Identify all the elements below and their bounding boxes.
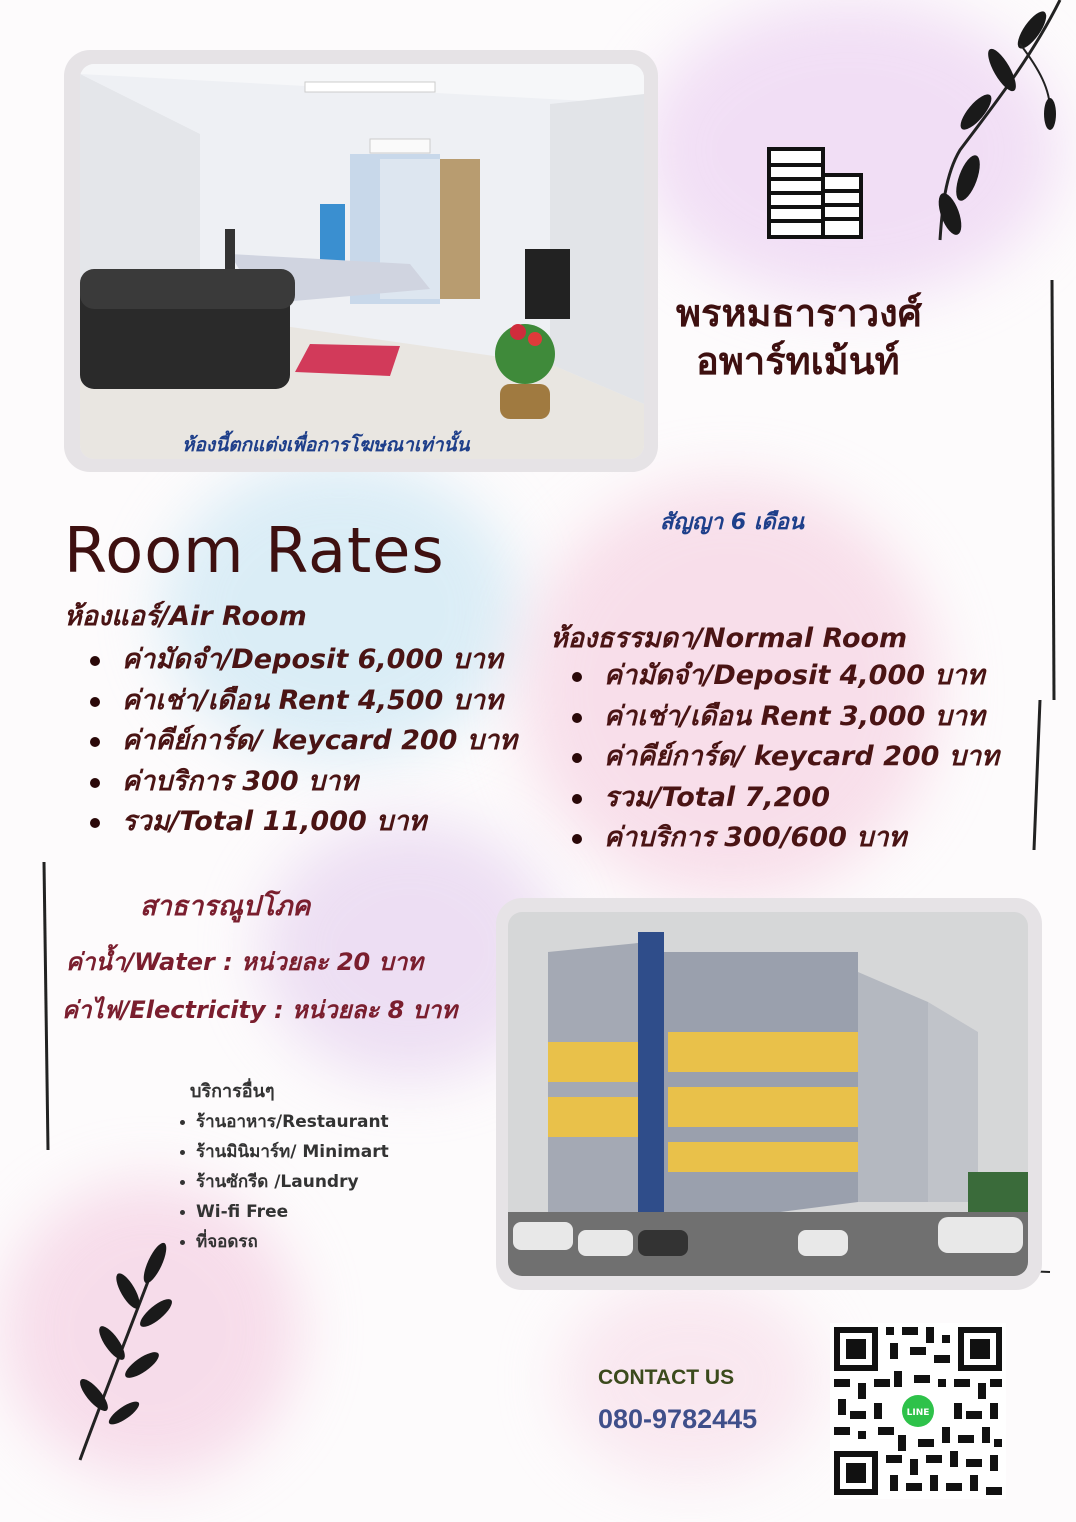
list-item: ค่าเช่า/เดือน Rent 3,000 บาท	[570, 697, 999, 738]
svg-text:LINE: LINE	[906, 1408, 930, 1418]
leaf-branch-top-icon	[900, 0, 1070, 260]
building-photo-illustration	[508, 912, 1028, 1276]
services-list	[180, 1107, 389, 1257]
contract-duration: สัญญา 6 เดือน	[660, 510, 804, 535]
list-item: ค่าบริการ 300 บาท	[88, 762, 517, 803]
leaf-branch-bottom-icon	[60, 1235, 200, 1465]
electricity-rate: ค่าไฟ/Electricity : หน่วยละ 8 บาท	[62, 996, 458, 1024]
brand-name-line2: อพาร์ทเม้นท์	[696, 339, 900, 383]
brand-name-line1: พรหมธาราวงศ์	[676, 291, 922, 335]
line-logo-icon	[898, 1391, 938, 1431]
page-title: Room Rates	[64, 514, 445, 587]
qr-code-icon[interactable]	[830, 1323, 1006, 1499]
list-item: รวม/Total 7,200	[570, 778, 999, 819]
list-item: ค่ามัดจำ/Deposit 6,000 บาท	[88, 640, 517, 681]
list-item: ที่จอดรถ	[180, 1227, 389, 1257]
list-item: Wi-fi Free	[180, 1197, 389, 1227]
list-item: รวม/Total 11,000 บาท	[88, 802, 517, 843]
list-item: ค่าคีย์การ์ด/ keycard 200 บาท	[570, 737, 999, 778]
air-room-rate-list	[88, 640, 517, 843]
contact-phone[interactable]: 080-9782445	[598, 1404, 758, 1434]
list-item: ค่าคีย์การ์ด/ keycard 200 บาท	[88, 721, 517, 762]
building-photo	[508, 912, 1028, 1276]
list-item: ค่าบริการ 300/600 บาท	[570, 818, 999, 859]
room-photo	[80, 64, 644, 459]
utilities-heading: สาธารณูปโภค	[140, 891, 311, 922]
normal-room-heading: ห้องธรรมดา/Normal Room	[550, 623, 908, 654]
room-photo-illustration	[80, 64, 644, 459]
building-icon	[765, 145, 865, 240]
contact-label: CONTACT US	[598, 1366, 735, 1389]
air-room-heading: ห้องแอร์/Air Room	[64, 601, 307, 632]
services-heading: บริการอื่นๆ	[190, 1081, 275, 1102]
list-item: ค่ามัดจำ/Deposit 4,000 บาท	[570, 656, 999, 697]
water-rate: ค่าน้ำ/Water : หน่วยละ 20 บาท	[66, 948, 424, 976]
list-item: ร้านซักรีด /Laundry	[180, 1167, 389, 1197]
list-item: ค่าเช่า/เดือน Rent 4,500 บาท	[88, 681, 517, 722]
list-item: ร้านอาหาร/Restaurant	[180, 1107, 389, 1137]
normal-room-rate-list	[570, 656, 999, 859]
list-item: ร้านมินิมาร์ท/ Minimart	[180, 1137, 389, 1167]
photo-caption: ห้องนี้ตกแต่งเพื่อการโฆษณาเท่านั้น	[182, 434, 470, 456]
